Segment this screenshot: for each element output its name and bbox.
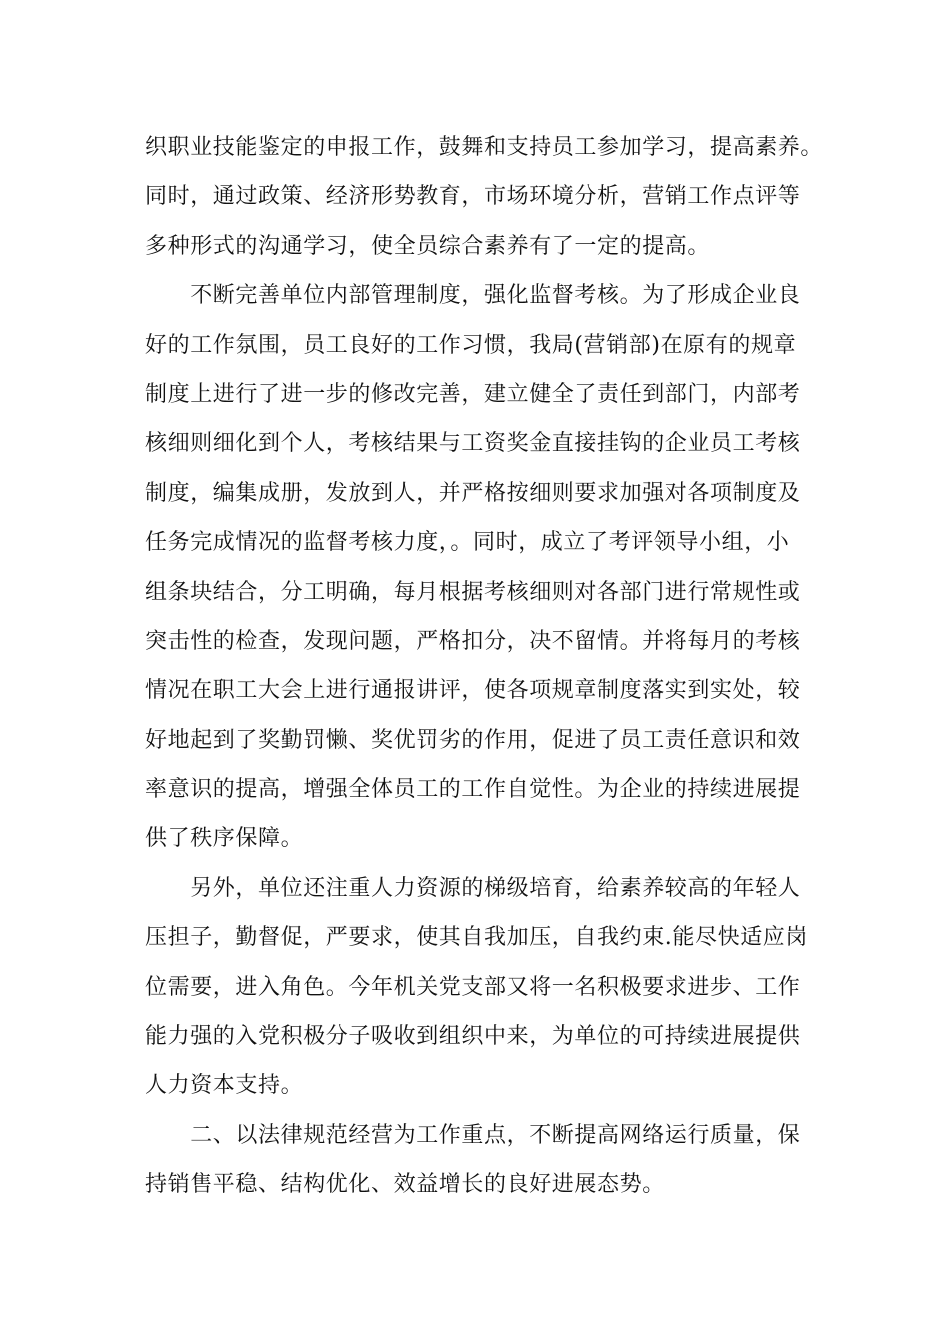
text-line: 不断完善单位内部管理制度，强化监督考核。为了形成企业良 [145, 283, 801, 309]
text-line: 率意识的提高，增强全体员工的工作自觉性。为企业的持续进展提 [145, 777, 801, 803]
text-line: 位需要，进入角色。今年机关党支部又将一名积极要求进步、工作 [145, 974, 801, 1000]
text-line: 持销售平稳、结构优化、效益增长的良好进展态势。 [145, 1172, 665, 1198]
text-line: 任务完成情况的监督考核力度，。同时，成立了考评领导小组，小 [145, 530, 790, 556]
text-line: 二、以法律规范经营为工作重点，不断提高网络运行质量，保 [145, 1122, 801, 1148]
text-line: 供了秩序保障。 [145, 826, 304, 852]
text-line: 制度上进行了进一步的修改完善，建立健全了责任到部门，内部考 [145, 381, 801, 407]
text-line: 另外，单位还注重人力资源的梯级培育，给素养较高的年轻人 [145, 875, 801, 901]
text-line: 制度，编集成册，发放到人，并严格按细则要求加强对各项制度及 [145, 480, 801, 506]
text-line: 压担子，勤督促，严要求，使其自我加压，自我约束.能尽快适应岗 [145, 925, 808, 951]
body-text [145, 128, 835, 1215]
text-line: 好的工作氛围，员工良好的工作习惯，我局(营销部)在原有的规章 [145, 332, 797, 358]
text-line: 多种形式的沟通学习，使全员综合素养有了一定的提高。 [145, 233, 711, 259]
text-line: 情况在职工大会上进行通报讲评，使各项规章制度落实到实处，较 [145, 678, 801, 704]
text-line: 织职业技能鉴定的申报工作，鼓舞和支持员工参加学习，提高素养。 [145, 135, 824, 160]
text-line: 同时，通过政策、经济形势教育，市场环境分析，营销工作点评等 [145, 184, 801, 210]
text-line: 人力资本支持。 [145, 1073, 304, 1099]
text-line: 核细则细化到个人，考核结果与工资奖金直接挂钩的企业员工考核 [145, 431, 801, 457]
text-line: 好地起到了奖勤罚懒、奖优罚劣的作用，促进了员工责任意识和效 [145, 727, 801, 753]
text-line: 组条块结合，分工明确，每月根据考核细则对各部门进行常规性或 [145, 579, 801, 605]
text-line: 突击性的检查，发现问题，严格扣分，决不留情。并将每月的考核 [145, 628, 801, 654]
text-line: 能力强的入党积极分子吸收到组织中来，为单位的可持续进展提供 [145, 1024, 801, 1050]
